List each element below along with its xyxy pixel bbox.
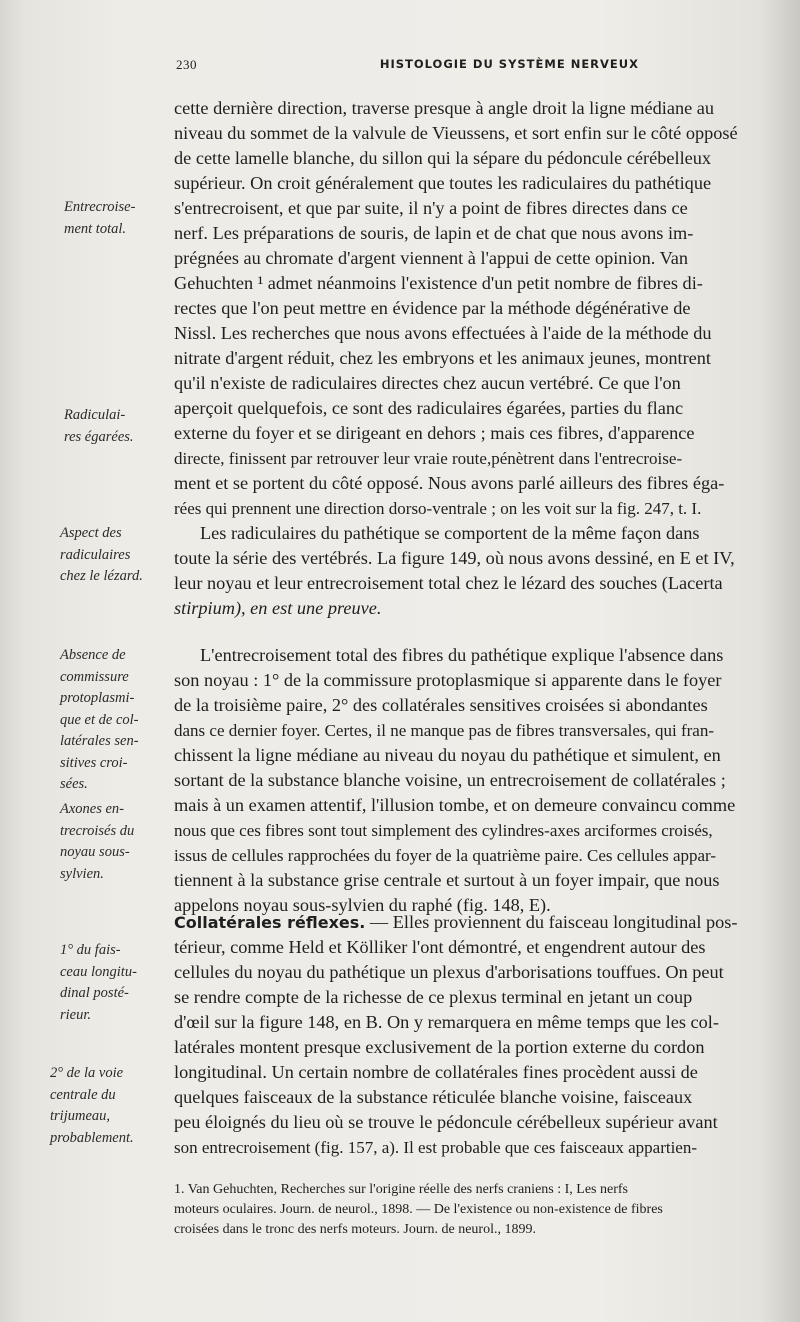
page-number: 230 (176, 57, 197, 72)
margin-note-voie: 2° de la voie centrale du trijumeau, probablement. (50, 1065, 134, 1146)
text-line: mais à un examen attentif, l'illusion tombe, et on demeure convaincu comme (174, 795, 736, 815)
margin-note-entrecroisement: Entrecroise- ment total. (64, 199, 136, 237)
footnote-line: croisées dans le tronc des nerfs moteurs. Journ. de neurol., 1899. (174, 1222, 536, 1237)
text-line: tiennent à la substance grise centrale et surtout à un foyer impair, que nous (174, 870, 720, 890)
paragraph-2 (174, 643, 786, 918)
text-line: nerf. Les préparations de souris, de lapin et de chat que nous avons im- (174, 223, 694, 243)
text-line: son noyau : 1° de la commissure protoplasmique si apparente dans le foyer (174, 670, 722, 690)
text-line: son entrecroisement (fig. 157, a). Il est probable que ces faisceaux appartien- (174, 1138, 698, 1157)
text-line: directe, finissent par retrouver leur vraie route,pénètrent dans l'entrecroise- (174, 449, 683, 468)
text-line: Les radiculaires du pathétique se comportent de la même façon dans (200, 523, 700, 543)
text-line: cette dernière direction, traverse presque à angle droit la ligne médiane au (174, 98, 715, 118)
text-line: longitudinal. Un certain nombre de collatérales fines procèdent aussi de (174, 1062, 698, 1082)
text-line: toute la série des vertébrés. La figure 149, où nous avons dessiné, en E et IV, (174, 548, 735, 568)
footnote-line: 1. Van Gehuchten, Recherches sur l'origine réelle des nerfs craniens : I, Les nerfs (174, 1182, 628, 1197)
text-line: peu éloignés du lieu où se trouve le pédoncule cérébelleux supérieur avant (174, 1112, 718, 1132)
text-line: aperçoit quelquefois, ce sont des radiculaires égarées, parties du flanc (174, 398, 684, 418)
text-line: leur noyau et leur entrecroisement total chez le lézard des souches (Lacerta (174, 573, 723, 593)
paragraph-1 (174, 96, 786, 621)
text-line: quelques faisceaux de la substance réticulée blanche voisine, faisceaux (174, 1087, 693, 1107)
text-line: chissent la ligne médiane au niveau du noyau du pathétique et simulent, en (174, 745, 721, 765)
running-title: HISTOLOGIE DU SYSTÈME NERVEUX (379, 57, 639, 71)
text-line: prégnées au chromate d'argent viennent à l'appui de cette opinion. Van (174, 248, 689, 268)
text-line: Collatérales réflexes. — Elles proviennent du faisceau longitudinal pos- (174, 912, 738, 932)
text-line: sortant de la substance blanche voisine, un entrecroisement de collatérales ; (174, 770, 726, 790)
page-header (176, 57, 676, 77)
text-line: de la troisième paire, 2° des collatérales sensitives croisées si abondantes (174, 695, 708, 715)
text-line: rées qui prennent une direction dorso-ventrale ; on les voit sur la fig. 247, t. I. (174, 499, 702, 518)
text-line: issus de cellules rapprochées du foyer de la quatrième paire. Ces cellules appar- (174, 846, 717, 865)
margin-note-faisceau: 1° du fais- ceau longitu- dinal posté- rieur. (60, 942, 137, 1023)
section-heading: Collatérales réflexes. (174, 913, 366, 932)
text-line: externe du foyer et se dirigeant en dehors ; mais ces fibres, d'apparence (174, 423, 695, 443)
text-line: stirpium), en est une preuve. (174, 598, 382, 618)
text-line: Gehuchten ¹ admet néanmoins l'existence d'un petit nombre de fibres di- (174, 273, 703, 293)
text-line: s'entrecroisent, et que par suite, il n'y a point de fibres directes dans ce (174, 198, 688, 218)
text-line: qu'il n'existe de radiculaires directes chez aucun vertébré. Ce que l'on (174, 373, 681, 393)
text-line: cellules du noyau du pathétique un plexus d'arborisations touffues. On peut (174, 962, 724, 982)
text-line: niveau du sommet de la valvule de Vieussens, et sort enfin sur le côté opposé (174, 123, 738, 143)
margin-note-radiculaires: Radiculai- res égarées. (64, 407, 134, 445)
text-line: de cette lamelle blanche, du sillon qui la sépare du pédoncule cérébelleux (174, 148, 712, 168)
text-line: se rendre compte de la richesse de ce plexus terminal en jetant un coup (174, 987, 693, 1007)
text-line: rectes que l'on peut mettre en évidence par la méthode dégénérative de (174, 298, 691, 318)
text-line: nitrate d'argent réduit, chez les embryons et les animaux jeunes, montrent (174, 348, 712, 368)
margin-note-absence: Absence de commissure protoplasmi- que et de col- latérales sen- sitives croi- sées. (60, 647, 139, 792)
text-line: d'œil sur la figure 148, en B. On y remarquera en même temps que les col- (174, 1012, 719, 1032)
text-line: nous que ces fibres sont tout simplement des cylindres-axes arciformes croisés, (174, 821, 713, 840)
text-line: supérieur. On croit généralement que toutes les radiculaires du pathétique (174, 173, 712, 193)
text-line: L'entrecroisement total des fibres du pathétique explique l'absence dans (200, 645, 724, 665)
text-line: ment et se portent du côté opposé. Nous avons parlé ailleurs des fibres éga- (174, 473, 725, 493)
text-line: térieur, comme Held et Kölliker l'ont démontré, et engendrent autour des (174, 937, 706, 957)
footnotes (174, 1180, 794, 1240)
text-line: latérales montent presque exclusivement de la portion externe du cordon (174, 1037, 705, 1057)
margin-note-aspect: Aspect des radiculaires chez le lézard. (60, 525, 143, 584)
margin-note-axones: Axones en- trecroisés du noyau sous- sylvien. (60, 801, 135, 882)
text-line: dans ce dernier foyer. Certes, il ne manque pas de fibres transversales, qui fran- (174, 721, 715, 740)
text-line: Nissl. Les recherches que nous avons effectuées à l'aide de la méthode du (174, 323, 712, 343)
text-line: appelons noyau sous-sylvien du raphé (fig. 148, E). (174, 895, 551, 915)
paragraph-3 (174, 910, 786, 1160)
footnote-line: moteurs oculaires. Journ. de neurol., 1898. — De l'existence ou non-existence de fibres (174, 1202, 663, 1217)
